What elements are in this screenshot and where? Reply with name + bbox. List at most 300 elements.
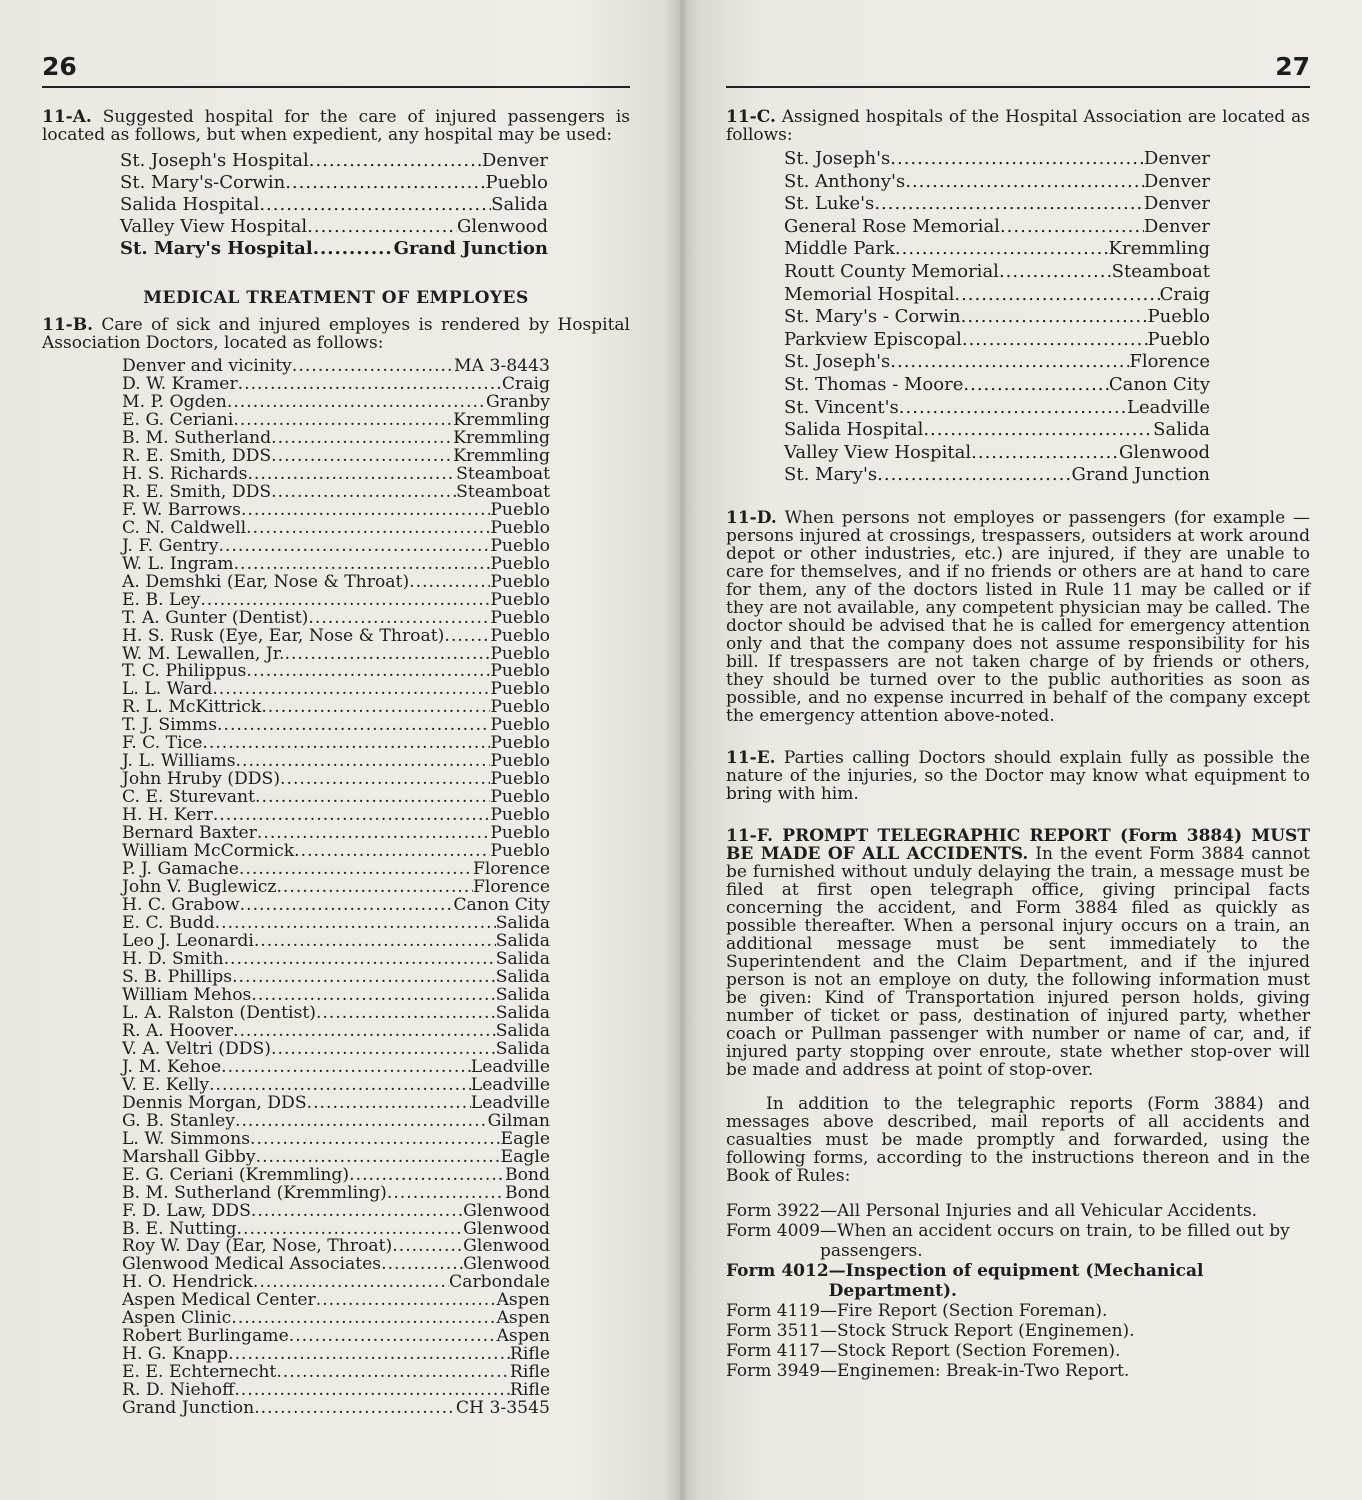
dot-leader	[392, 1238, 463, 1256]
dot-leader	[259, 194, 491, 216]
doctor-row-name: E. C. Budd	[122, 913, 215, 934]
dot-leader	[890, 351, 1129, 374]
report-form-row	[726, 1301, 1310, 1321]
assigned-hospital-row	[784, 464, 1210, 487]
dot-leader	[1000, 216, 1144, 239]
rule-11b-paragraph	[42, 316, 630, 352]
rule-11c-text: Assigned hospitals of the Hospital Association are located as follows:	[726, 107, 1310, 145]
assigned-hospital-row-location: Pueblo	[1147, 306, 1210, 328]
doctor-row-name: Roy W. Day (Ear, Nose, Throat)	[122, 1236, 393, 1257]
doctor-row-name: Aspen Medical Center	[122, 1290, 316, 1311]
report-form-description: —Stock Struck Report (Enginemen).	[820, 1320, 1135, 1341]
assigned-hospital-row-name: Middle Park	[784, 238, 895, 260]
doctor-row-location: Salida	[495, 1002, 550, 1023]
doctor-row-name: H. S. Richards	[122, 463, 248, 484]
dot-leader	[202, 735, 490, 753]
doctor-row-name: W. L. Ingram	[122, 553, 234, 574]
assigned-hospital-row-name: Parkview Episcopal	[784, 328, 962, 350]
dot-leader	[246, 520, 490, 538]
rule-11c-paragraph	[726, 108, 1310, 144]
doctor-row-name: G. B. Stanley	[122, 1110, 235, 1131]
doctor-row	[122, 1092, 550, 1113]
dot-leader	[234, 556, 491, 574]
doctor-row-location: Pueblo	[490, 751, 550, 772]
doctor-row	[122, 1164, 550, 1185]
doctor-row	[122, 607, 550, 628]
doctor-row-name: William Mehos	[122, 984, 252, 1005]
doctor-row-location: Pueblo	[490, 823, 550, 844]
rule-11f-text: In the event Form 3884 cannot be furnished without unduly delaying the train, a message must be filed at first open telegraph office, giving principal facts concerning the accident, and Form 3884 filed as quickly as possible thereafter. When a personal injury occurs on a train, an additional message must be sent immediately to the Superintendent and the Claim Department, and if the injured person is not an employe on duty, the following information must be given: Kind of Transportation injured person holds, giving number of ticket or pass, destination of injured party, whether coach or Pullman passenger with number or name of car, and, if injured party stopping over enroute, state whether stop-over will be made and address at point of stop-over.	[726, 843, 1310, 1080]
page-header-left	[42, 52, 630, 86]
rule-11f-label: 11-F. PROMPT TELEGRAPHIC REPORT (Form 3884) MUST BE MADE OF ALL ACCIDENTS.	[726, 825, 1310, 864]
doctor-row-name: F. D. Law, DDS	[122, 1200, 251, 1221]
doctor-row-location: Kremmling	[453, 445, 550, 466]
header-rule-right	[726, 86, 1310, 88]
dot-leader	[271, 448, 453, 466]
dot-leader	[256, 1149, 501, 1167]
report-form-number: Form 4117	[726, 1340, 821, 1361]
dot-leader	[307, 216, 457, 238]
doctor-row-name: H. C. Grabow	[122, 895, 240, 916]
dot-leader	[238, 376, 502, 394]
assigned-hospital-row	[784, 442, 1210, 465]
dot-leader	[285, 646, 491, 664]
assigned-hospital-row	[784, 261, 1210, 284]
doctor-row-location: Leadville	[470, 1056, 550, 1077]
doctor-row-location: Salida	[495, 931, 550, 951]
assigned-hospital-row	[784, 419, 1210, 442]
doctor-row-location: MA 3-8443	[454, 356, 550, 376]
doctor-row-name: E. G. Ceriani	[122, 409, 234, 430]
doctor-row-name: F. C. Tice	[122, 733, 203, 754]
rule-11d-paragraph	[726, 509, 1310, 725]
assigned-hospital-row-location: Steamboat	[1111, 260, 1210, 282]
assigned-hospital-row	[784, 306, 1210, 329]
doctor-row-name: P. J. Gamache	[122, 859, 239, 880]
doctor-row-location: Kremmling	[453, 409, 550, 430]
doctor-row-location: Salida	[495, 1020, 550, 1041]
dot-leader	[224, 951, 496, 969]
rule-11e-paragraph	[726, 749, 1310, 803]
doctor-row-location: Pueblo	[490, 697, 550, 718]
assigned-hospital-row-location: Salida	[1153, 419, 1210, 441]
dot-leader	[899, 397, 1127, 420]
doctor-row-name: R. E. Smith, DDS	[122, 445, 272, 466]
dot-leader	[276, 1364, 510, 1382]
doctor-row-location: Salida	[495, 966, 550, 987]
doctor-row-name: Grand Junction	[122, 1398, 255, 1419]
dot-leader	[218, 538, 490, 556]
assigned-hospital-row	[784, 216, 1210, 239]
doctor-list	[122, 358, 550, 1418]
dot-leader	[233, 1023, 496, 1041]
doctor-row-name: E. G. Ceriani (Kremmling)	[122, 1164, 350, 1185]
doctor-row-location: Gilman	[487, 1110, 550, 1131]
dot-leader	[963, 374, 1108, 397]
dot-leader	[289, 1328, 497, 1346]
doctor-row-location: Pueblo	[490, 571, 550, 592]
page-number-left: 26	[42, 52, 77, 81]
doctor-row-location: Salida	[495, 948, 550, 969]
suggested-hospital-row-name: Salida Hospital	[120, 194, 260, 215]
assigned-hospital-row-location: Kremmling	[1108, 238, 1210, 260]
suggested-hospital-row-name: St. Mary's-Corwin	[120, 172, 286, 193]
doctor-row	[122, 571, 550, 592]
dot-leader	[232, 969, 496, 987]
doctor-row-name: B. M. Sutherland (Kremmling)	[122, 1182, 387, 1203]
doctor-row-location: Pueblo	[490, 733, 550, 754]
dot-leader	[254, 1400, 456, 1418]
doctor-row-location: Pueblo	[490, 679, 550, 700]
dot-leader	[221, 1059, 471, 1077]
dot-leader	[971, 442, 1119, 465]
doctor-row-location: Pueblo	[490, 715, 550, 736]
dot-leader	[271, 484, 456, 502]
doctor-row-name: Bernard Baxter	[122, 823, 257, 844]
report-form-number: Form 4119	[726, 1300, 821, 1321]
dot-leader	[280, 771, 490, 789]
doctor-row-location: Salida	[495, 1038, 550, 1059]
doctor-row-location: Salida	[495, 984, 550, 1005]
dot-leader	[276, 879, 473, 897]
doctor-row-name: H. D. Smith	[122, 948, 224, 969]
doctor-row-location: Craig	[501, 373, 550, 394]
dot-leader	[292, 358, 454, 376]
dot-leader	[313, 238, 394, 260]
dot-leader	[923, 419, 1153, 442]
suggested-hospital-row-name: Valley View Hospital	[120, 216, 308, 237]
suggested-hospital-row-location: Grand Junction	[393, 238, 548, 259]
doctor-row-name: John V. Buglewicz	[122, 877, 277, 898]
dot-leader	[874, 193, 1144, 216]
doctor-row-location: Pueblo	[490, 553, 550, 574]
doctor-row-name: John Hruby (DDS)	[122, 769, 281, 790]
dot-leader	[387, 1185, 505, 1203]
dot-leader	[241, 502, 490, 520]
dot-leader	[271, 1041, 496, 1059]
report-form-description: —Inspection of equipment (Mechanical Department).	[828, 1260, 1204, 1301]
doctor-row-name: R. E. Smith, DDS	[122, 481, 272, 502]
report-forms-list	[726, 1201, 1310, 1381]
doctor-row-name: Robert Burlingame	[122, 1326, 289, 1347]
doctor-row-name: R. A. Hoover	[122, 1020, 233, 1041]
dot-leader	[271, 430, 453, 448]
dot-leader	[250, 1131, 500, 1149]
doctor-row-location: Pueblo	[490, 535, 550, 556]
dot-leader	[999, 261, 1112, 284]
doctor-row-location: Granby	[486, 391, 550, 412]
doctor-row-location: Pueblo	[490, 769, 550, 790]
rule-11a-text: Suggested hospital for the care of injured passengers is located as follows, but when expedient, any hospital may be used:	[42, 107, 630, 145]
doctor-row-location: Leadville	[470, 1092, 550, 1113]
doctor-row-location: Glenwood	[463, 1218, 550, 1239]
doctor-row	[122, 1128, 550, 1149]
doctor-row	[122, 589, 550, 610]
suggested-hospital-row	[120, 150, 548, 172]
rule-11c-label: 11-C.	[726, 107, 776, 127]
doctor-row-name: R. L. McKittrick	[122, 697, 262, 718]
doctor-row-name: A. Demshki (Ear, Nose & Throat)	[122, 571, 410, 592]
doctor-row-name: V. E. Kelly	[122, 1074, 210, 1095]
assigned-hospital-row-name: Routt County Memorial	[784, 260, 999, 282]
doctor-row-location: Kremmling	[453, 427, 550, 448]
assigned-hospital-row-location: Denver	[1143, 215, 1210, 237]
doctor-row-name: B. M. Sutherland	[122, 427, 272, 448]
right-page	[680, 0, 1362, 1500]
rule-11a-label: 11-A.	[42, 107, 92, 127]
dot-leader	[261, 699, 490, 717]
doctor-row-location: Aspen	[496, 1308, 550, 1329]
assigned-hospital-row-name: Valley View Hospital	[784, 441, 972, 463]
doctor-row-name: L. A. Ralston (Dentist)	[122, 1002, 316, 1023]
assigned-hospital-list	[784, 148, 1210, 487]
rule-11f-paragraph	[726, 827, 1310, 1079]
doctor-row-name: L. L. Ward	[122, 679, 213, 700]
doctor-row-location: Steamboat	[456, 463, 550, 484]
report-form-row	[726, 1201, 1310, 1221]
doctor-row-location: Pueblo	[490, 643, 550, 664]
report-form-number: Form 3949	[726, 1360, 821, 1381]
doctor-row-location: Aspen	[496, 1326, 550, 1347]
doctor-row-name: H. S. Rusk (Eye, Ear, Nose & Throat)	[122, 625, 445, 646]
assigned-hospital-row-name: Memorial Hospital	[784, 283, 955, 305]
rule-11f-followup-paragraph: In addition to the telegraphic reports (Form 3884) and messages above described, mail reports of all accidents and casualties must be made promptly and forwarded, using the following forms, according to the instructions thereon and in the Book of Rules:	[726, 1093, 1310, 1186]
doctor-row-name: T. J. Simms	[122, 715, 218, 736]
assigned-hospital-row-location: Florence	[1129, 351, 1210, 373]
doctor-row-location: Salida	[495, 913, 550, 934]
assigned-hospital-row-name: St. Thomas - Moore	[784, 373, 964, 395]
doctor-row-location: Pueblo	[490, 625, 550, 646]
header-rule-left	[42, 86, 630, 88]
doctor-row-name: B. E. Nutting	[122, 1218, 237, 1239]
doctor-row-location: Pueblo	[490, 607, 550, 628]
dot-leader	[294, 843, 490, 861]
doctor-row-name: H. H. Kerr	[122, 805, 213, 826]
dot-leader	[254, 933, 496, 951]
assigned-hospital-row-location: Leadville	[1127, 396, 1210, 418]
doctor-row	[122, 553, 550, 574]
suggested-hospital-row-location: Glenwood	[457, 216, 548, 237]
report-form-number: Form 3511	[726, 1320, 821, 1341]
assigned-hospital-row	[784, 351, 1210, 374]
doctor-row	[122, 535, 550, 556]
doctor-row-name: C. E. Sturevant	[122, 787, 256, 808]
assigned-hospital-row-location: Pueblo	[1147, 328, 1210, 350]
doctor-row-location: Pueblo	[490, 787, 550, 808]
doctor-row-location: Pueblo	[490, 499, 550, 520]
doctor-row-location: Pueblo	[490, 841, 550, 862]
doctor-row	[122, 1182, 550, 1203]
suggested-hospital-row-name: St. Mary's Hospital	[120, 238, 313, 259]
doctor-row-location: Pueblo	[490, 589, 550, 610]
assigned-hospital-row-location: Denver	[1143, 148, 1210, 169]
assigned-hospital-row-location: Denver	[1143, 193, 1210, 215]
dot-leader	[954, 284, 1159, 307]
report-form-row	[726, 1321, 1310, 1341]
doctor-row	[122, 517, 550, 538]
doctor-row-name: J. L. Williams	[122, 751, 236, 772]
suggested-hospital-row-location: Denver	[481, 150, 548, 171]
suggested-hospital-row	[120, 216, 548, 238]
left-page	[0, 0, 680, 1500]
suggested-hospital-row-location: Salida	[491, 194, 548, 215]
doctor-row-name: T. C. Philippus	[122, 661, 247, 682]
report-form-row	[726, 1341, 1310, 1361]
doctor-row-location: Florence	[472, 859, 550, 880]
doctor-row-location: Pueblo	[490, 661, 550, 682]
dot-leader	[215, 915, 496, 933]
assigned-hospital-row-name: St. Joseph's	[784, 351, 891, 373]
doctor-row-name: Dennis Morgan, DDS	[122, 1092, 307, 1113]
suggested-hospital-row	[120, 238, 548, 260]
rule-11d-label: 11-D.	[726, 507, 777, 528]
assigned-hospital-row	[784, 171, 1210, 194]
dot-leader	[217, 717, 490, 735]
assigned-hospital-row-name: St. Mary's - Corwin	[784, 306, 961, 328]
dot-leader	[247, 466, 456, 484]
doctor-row-name: W. M. Lewallen, Jr.	[122, 643, 285, 664]
report-form-number: Form 4012	[726, 1260, 829, 1281]
report-form-description: —When an accident occurs on train, to be filled out by passengers.	[820, 1220, 1290, 1261]
doctor-row-name: H. G. Knapp	[122, 1344, 229, 1365]
doctor-row-location: Rifle	[509, 1362, 550, 1383]
rule-11b-text: Care of sick and injured employes is rendered by Hospital Association Doctors, located as follows:	[42, 315, 630, 353]
doctor-row-name: H. O. Hendrick	[122, 1272, 253, 1293]
assigned-hospital-row-location: Craig	[1159, 283, 1210, 305]
assigned-hospital-row	[784, 193, 1210, 216]
assigned-hospital-row-location: Denver	[1143, 170, 1210, 192]
doctor-row-name: Glenwood Medical Associates	[122, 1254, 382, 1275]
doctor-row-name: R. D. Niehoff	[122, 1380, 235, 1401]
suggested-hospital-row-name: St. Joseph's Hospital	[120, 150, 309, 171]
assigned-hospital-row	[784, 148, 1210, 171]
rule-11b-label: 11-B.	[42, 315, 93, 335]
doctor-row-location: Bond	[504, 1182, 550, 1203]
doctor-row-name: Marshall Gibby	[122, 1146, 256, 1167]
dot-leader	[240, 897, 454, 915]
suggested-hospital-row	[120, 194, 548, 216]
doctor-row-location: Florence	[472, 877, 550, 898]
doctor-row-name: V. A. Veltri (DDS)	[122, 1038, 272, 1059]
dot-leader	[309, 150, 482, 172]
doctor-row-location: CH 3-3545	[455, 1398, 550, 1419]
doctor-row-location: Glenwood	[463, 1200, 550, 1221]
doctor-row-location: Glenwood	[463, 1254, 550, 1275]
doctor-row-location: Rifle	[509, 1344, 550, 1365]
doctor-row-location: Steamboat	[456, 481, 550, 502]
doctor-row-name: William McCormick	[122, 841, 295, 862]
dot-leader	[307, 1095, 471, 1113]
report-form-row	[726, 1361, 1310, 1381]
doctor-row-location: Pueblo	[490, 517, 550, 538]
dot-leader	[235, 1113, 488, 1131]
assigned-hospital-row-name: St. Luke's	[784, 193, 875, 215]
doctor-row-name: E. E. Echternecht	[122, 1362, 277, 1383]
report-form-row	[726, 1221, 1310, 1261]
report-form-description: —Enginemen: Break-in-Two Report.	[820, 1360, 1130, 1381]
doctor-row-location: Eagle	[500, 1146, 550, 1167]
doctor-row-name: E. B. Ley	[122, 589, 201, 610]
section-title-medical-treatment: MEDICAL TREATMENT OF EMPLOYES	[143, 288, 529, 308]
dot-leader	[246, 663, 490, 681]
doctor-row-location: Eagle	[500, 1128, 550, 1149]
assigned-hospital-row	[784, 374, 1210, 397]
rule-11a-paragraph	[42, 108, 630, 144]
assigned-hospital-row	[784, 397, 1210, 420]
doctor-row-name: T. A. Gunter (Dentist)	[122, 607, 309, 628]
suggested-hospital-row-location: Pueblo	[485, 172, 548, 193]
doctor-row	[122, 625, 550, 646]
dot-leader	[905, 171, 1144, 194]
report-form-row	[726, 1261, 1310, 1301]
assigned-hospital-row-location: Canon City	[1108, 373, 1210, 395]
page-header-right	[726, 52, 1310, 86]
assigned-hospital-row-name: St. Anthony's	[784, 170, 906, 192]
doctor-row-location: Aspen	[496, 1290, 550, 1311]
assigned-hospital-row-name: St. Mary's	[784, 464, 878, 486]
doctor-row	[122, 1200, 550, 1221]
dot-leader	[890, 148, 1144, 171]
doctor-row	[122, 1110, 550, 1131]
doctor-row-location: Canon City	[453, 895, 550, 916]
doctor-row-name: Denver and vicinity	[122, 356, 292, 376]
dot-leader	[349, 1167, 505, 1185]
rule-11e-text: Parties calling Doctors should explain fully as possible the nature of the injuries, so the Doctor may know what equipment to bring with him.	[726, 747, 1310, 804]
assigned-hospital-row-location: Glenwood	[1119, 441, 1210, 463]
suggested-hospital-list	[120, 150, 548, 260]
rule-11d-text: When persons not employes or passengers (for example —persons injured at crossings, trespassers, outsiders at work around depot or other industries, etc.) are injured, if they are unable to care for themselves, and if no friends or others are at hand to care for them, any of the doctors listed in Rule 11 may be called or if they are not available, any competent physician may be called. The doctor should be advised that he is called for emergency attention only and that the company does not assume responsibility for his bill. If trespassers are not taken charge of by friends or others, they should be turned over to the public authorities as soon as possible, and no expense incurred in behalf of the company except the emergency attention above-noted.	[726, 507, 1310, 726]
doctor-row-name: F. W. Barrows	[122, 499, 241, 520]
doctor-row-name: S. B. Phillips	[122, 966, 233, 987]
dot-leader	[316, 1292, 497, 1310]
dot-leader	[877, 464, 1071, 487]
report-form-description: —Stock Report (Section Foremen).	[820, 1340, 1121, 1361]
rule-11e-label: 11-E.	[726, 747, 776, 768]
doctor-row-location: Pueblo	[490, 805, 550, 826]
dot-leader	[308, 610, 490, 628]
report-form-number: Form 4009	[726, 1220, 821, 1241]
suggested-hospital-row	[120, 172, 548, 194]
report-form-number: Form 3922	[726, 1200, 821, 1221]
doctor-row-name: Leo J. Leonardi	[122, 931, 254, 951]
assigned-hospital-row	[784, 238, 1210, 261]
page-number-right: 27	[1275, 52, 1310, 81]
doctor-row	[122, 1146, 550, 1167]
report-form-description: —Fire Report (Section Foreman).	[820, 1300, 1108, 1321]
assigned-hospital-row-name: St. Joseph's	[784, 148, 891, 169]
assigned-hospital-row-name: Salida Hospital	[784, 419, 924, 441]
dot-leader	[255, 789, 490, 807]
doctor-row	[122, 1400, 550, 1418]
report-form-description: —All Personal Injuries and all Vehicular Accidents.	[820, 1200, 1258, 1221]
doctor-row-name: L. W. Simmons	[122, 1128, 251, 1149]
dot-leader	[961, 306, 1148, 329]
dot-leader	[962, 329, 1148, 352]
doctor-row-name: Aspen Clinic	[122, 1308, 232, 1329]
dot-leader	[316, 1005, 496, 1023]
doctor-row-location: Rifle	[509, 1380, 550, 1401]
assigned-hospital-row	[784, 329, 1210, 352]
dot-leader	[409, 574, 490, 592]
dot-leader	[200, 592, 490, 610]
doctor-row-location: Leadville	[470, 1074, 550, 1095]
doctor-row-name: C. N. Caldwell	[122, 517, 247, 538]
doctor-row-name: D. W. Kramer	[122, 373, 238, 394]
assigned-hospital-row	[784, 284, 1210, 307]
doctor-row-name: M. P. Ogden	[122, 391, 227, 412]
doctor-row-name: J. M. Kehoe	[122, 1056, 222, 1077]
dot-leader	[251, 1203, 463, 1221]
